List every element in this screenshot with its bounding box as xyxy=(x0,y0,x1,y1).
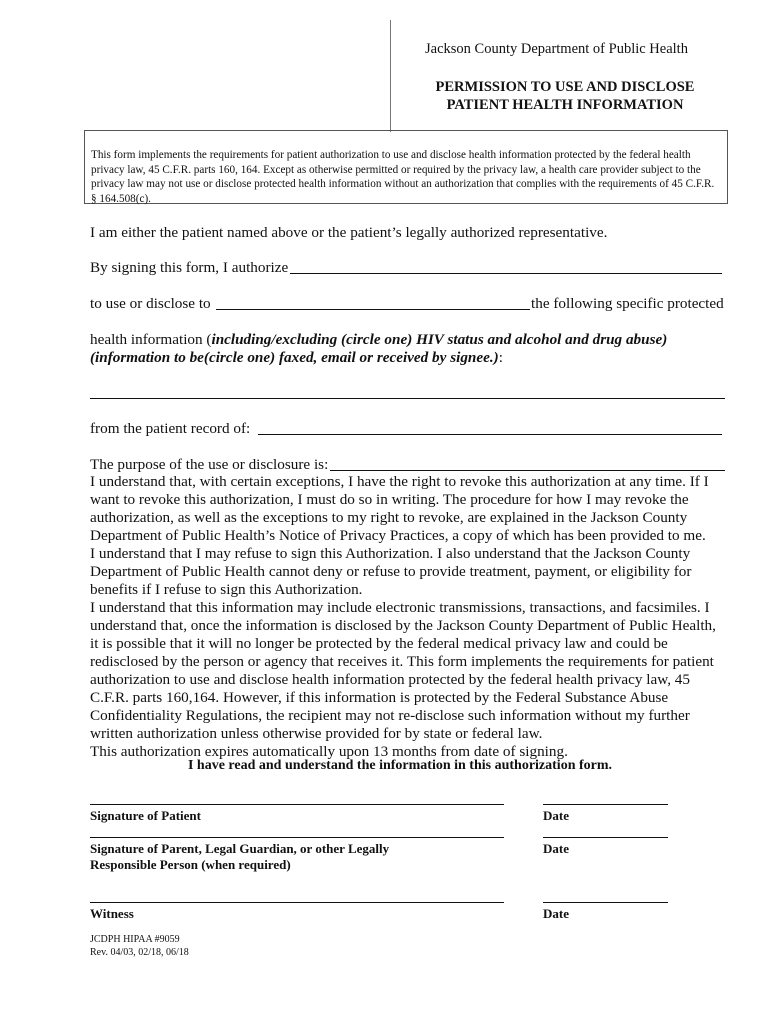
patient-signature-label: Signature of Patient xyxy=(90,808,201,823)
refusal-paragraph: I understand that I may refuse to sign this Authorization. I also understand that the Jackson County Department of Public Health cannot deny or refuse to provide treatment, payment, or eligibility for benefits if I refuse to sign this Authorization. xyxy=(90,545,692,598)
form-title-line1: PERMISSION TO USE AND DISCLOSE xyxy=(435,79,695,95)
witness-date-field[interactable] xyxy=(543,902,668,903)
form-title xyxy=(420,78,710,114)
revocation-paragraph: I understand that, with certain exceptions, I have the right to revoke this authorization at any time. If I want to revoke this authorization, I must do so in writing. The procedure for how I may revoke the authorization, as well as the exceptions to my right to revoke, are explained in the Jackson County Department of Public Health’s Notice of Privacy Practices, a copy of which has been provided to me. xyxy=(90,473,709,544)
header-divider xyxy=(390,20,391,132)
health-info-prefix: health information ( xyxy=(90,331,212,348)
form-footer xyxy=(90,934,189,959)
acknowledgement: I have read and understand the information in this authorization form. xyxy=(187,758,613,773)
witness-date-label: Date xyxy=(543,906,569,921)
notice-box xyxy=(84,130,728,204)
patient-signature-field[interactable] xyxy=(90,804,504,805)
purpose-label: The purpose of the use or disclosure is: xyxy=(90,456,329,473)
guardian-label-line1: Signature of Parent, Legal Guardian, or other Legally xyxy=(90,841,390,856)
guardian-date-label: Date xyxy=(543,841,569,856)
witness-label: Witness xyxy=(90,906,134,921)
authorized-party-field[interactable] xyxy=(290,273,722,274)
form-id: JCDPH HIPAA #9059 xyxy=(90,934,180,945)
representative-statement: I am either the patient named above or the patient’s legally authorized representative. xyxy=(90,224,608,241)
patient-record-field[interactable] xyxy=(258,434,722,435)
health-info-statement xyxy=(90,331,726,367)
health-info-suffix: : xyxy=(498,349,503,366)
use-disclose-label: to use or disclose to xyxy=(90,295,211,312)
guardian-signature-label xyxy=(90,841,389,873)
health-info-field[interactable] xyxy=(90,398,725,399)
purpose-field[interactable] xyxy=(330,470,725,471)
recipient-field[interactable] xyxy=(216,309,530,310)
agency-name: Jackson County Department of Public Health xyxy=(425,41,688,57)
notice-text: This form implements the requirements for patient authorization to use and disclose health information protected by the federal health privacy law, 45 C.F.R. parts 160, 164. Except as otherwise permitted or required by the privacy law, a health care provider subject to the privacy law may not use or disclose protected health information without an authorization that complies with the requirements of 45 C.F.R. § 164.508(c). xyxy=(91,149,715,205)
authorize-label: By signing this form, I authorize xyxy=(90,259,289,276)
patient-date-label: Date xyxy=(543,808,569,823)
health-info-options: including/excluding (circle one) HIV status and alcohol and drug abuse) xyxy=(211,331,668,348)
expiration-paragraph: This authorization expires automatically upon 13 months from date of signing. xyxy=(90,743,568,760)
specific-protected-label: the following specific protected xyxy=(531,295,724,312)
patient-date-field[interactable] xyxy=(543,804,668,805)
redisclosure-paragraph: I understand that this information may include electronic transmissions, transactions, and facsimiles. I understand that, once the information is disclosed by the Jackson County Department of Public Health, it is possible that it will no longer be protected by the federal medical privacy law and could be redisclosed by the person or agency that receives it. This form implements the requirements for patient authorization to use and disclose health information protected by the federal health privacy law, 45 C.F.R. parts 160,164. However, if this information is protected by the Federal Substance Abuse Confidentiality Regulations, the recipient may not re-disclose such information without my further written authorization unless otherwise provided for by state or federal law. xyxy=(90,599,716,742)
patient-record-label: from the patient record of: xyxy=(90,420,251,437)
revision-dates: Rev. 04/03, 02/18, 06/18 xyxy=(90,946,189,958)
authorization-terms xyxy=(90,473,726,761)
guardian-label-line2: Responsible Person (when required) xyxy=(90,857,291,872)
form-title-line2: PATIENT HEALTH INFORMATION xyxy=(446,97,684,113)
guardian-signature-field[interactable] xyxy=(90,837,504,838)
delivery-options: (information to be(circle one) faxed, email or received by signee.) xyxy=(90,349,499,366)
guardian-date-field[interactable] xyxy=(543,837,668,838)
witness-signature-field[interactable] xyxy=(90,902,504,903)
